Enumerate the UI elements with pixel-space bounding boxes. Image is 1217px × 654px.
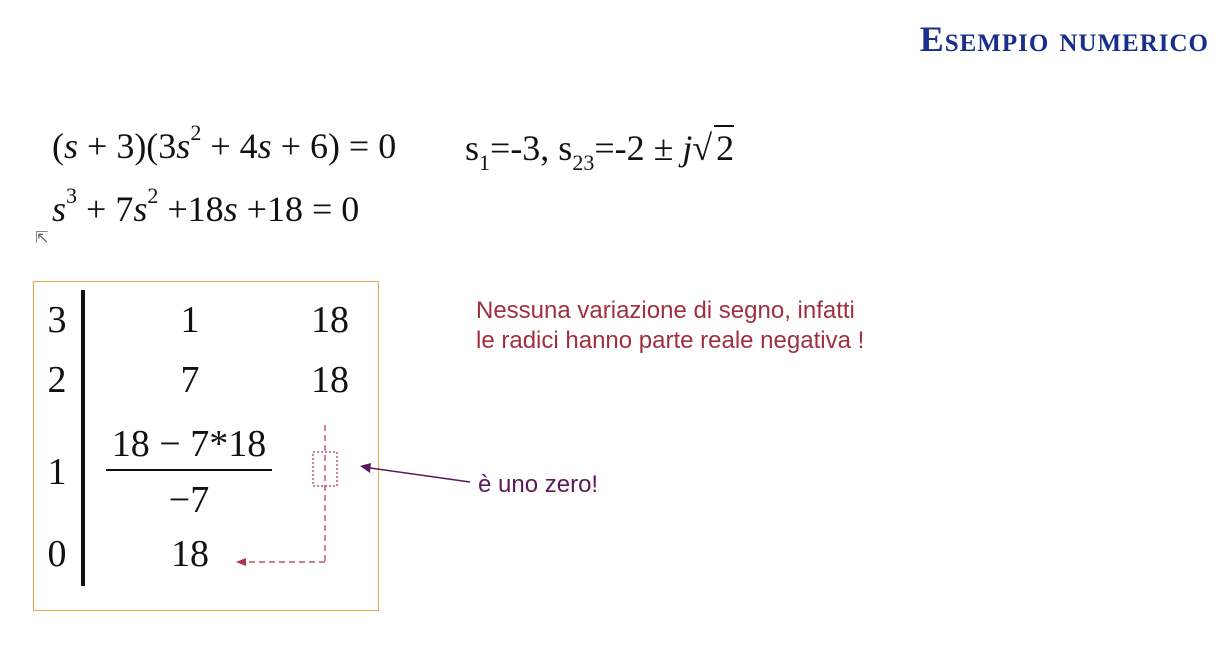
cell-r0-c1: 18 bbox=[171, 533, 209, 575]
row-label-3: 3 bbox=[47, 299, 67, 341]
zero-arrow-line bbox=[370, 468, 470, 482]
cell-r2-c2: 18 bbox=[311, 359, 349, 401]
row-label-2: 2 bbox=[47, 359, 67, 401]
row-label-1: 1 bbox=[47, 451, 67, 493]
expanded-equation: $s^3 + 7s^2 +18s +18 = 0$ bbox=[52, 183, 360, 229]
sign-change-note: Nessuna variazione di segno, infatti le radici hanno parte reale negativa ! bbox=[476, 297, 865, 354]
cell-r2-c1: 7 bbox=[180, 359, 200, 401]
cell-r3-c2: 18 bbox=[311, 299, 349, 341]
zero-note: è uno zero! bbox=[478, 471, 599, 498]
factored-equation: $(s + 3)(3s^2 + 4s + 6) = 0$ bbox=[52, 120, 397, 166]
zero-arrowhead bbox=[360, 463, 371, 473]
fraction-denominator: −7 bbox=[168, 479, 210, 521]
roots-equation: $s_1=-3$, $s_{23}=-2 \pm j√$ 2 bbox=[465, 125, 734, 169]
dashed-arrowhead bbox=[236, 558, 246, 566]
fraction-numerator: 18 − 7*18 bbox=[111, 423, 267, 465]
cell-r3-c1: 1 bbox=[180, 299, 200, 341]
page-title: Esempio numerico bbox=[919, 19, 1209, 59]
row-label-0: 0 bbox=[47, 533, 67, 575]
mouse-cursor-icon: ⇱ bbox=[35, 228, 49, 247]
